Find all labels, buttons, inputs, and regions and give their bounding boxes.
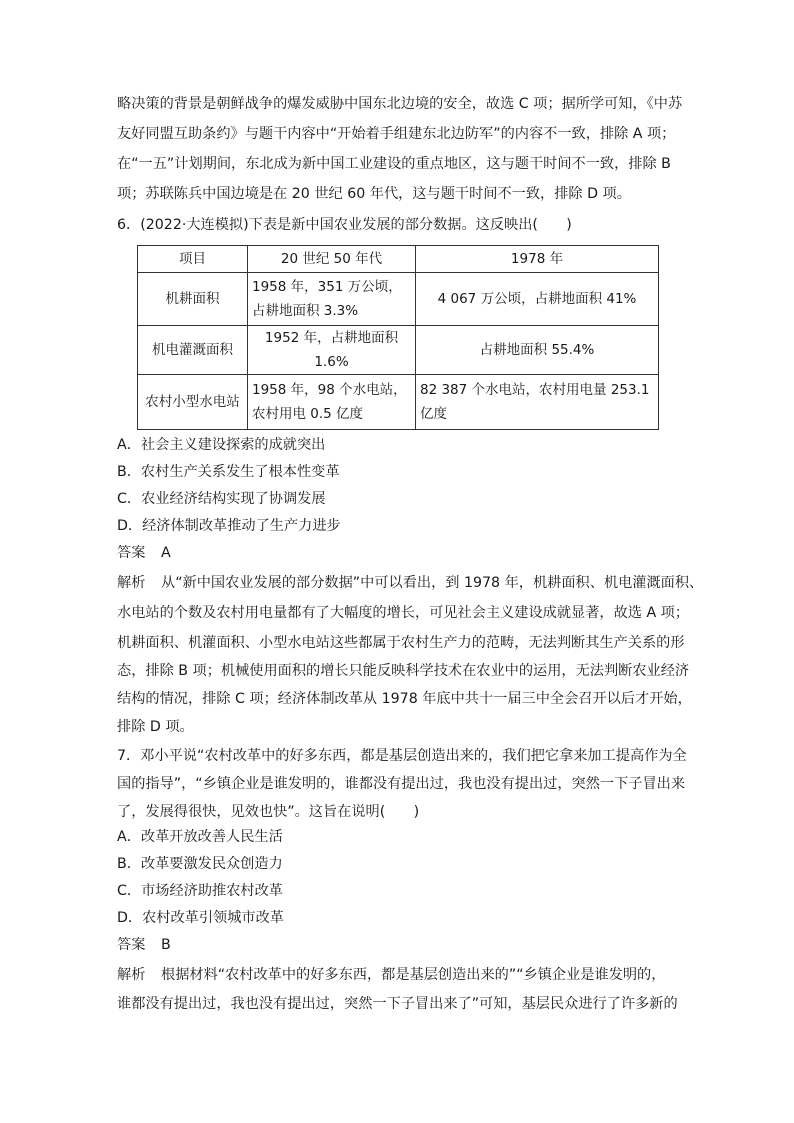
question-6-analysis-first bbox=[117, 573, 703, 593]
table-cell-1978: 占耕地面积 55.4% bbox=[416, 326, 659, 375]
table-cell-1978: 82 387 个水电站，农村用电量 253.1 亿度 bbox=[416, 375, 659, 430]
table-cell-1950s: 1952 年，占耕地面积 1.6% bbox=[248, 326, 416, 375]
intro-line: 在“一五”计划期间，东北成为新中国工业建设的重点地区，这与题干时间不一致，排除 B bbox=[117, 156, 671, 172]
analysis-line: 根据材料“农村改革中的好多东西，都是基层创造出来的”“乡镇企业是谁发明的， bbox=[161, 967, 666, 983]
answer-value: B bbox=[161, 937, 171, 953]
intro-line: 项；苏联陈兵中国边境是在 20 世纪 60 年代，这与题干时间不一致，排除 D 项。 bbox=[117, 186, 631, 202]
question-7-stem-line: 国的指导”，“乡镇企业是谁发明的，谁都没有提出过，我也没有提出过，突然一下子冒出来 bbox=[117, 776, 686, 792]
analysis-line: 排除 D 项。 bbox=[117, 719, 194, 735]
table-cell-1950s: 1958 年，351 万公顷，占耕地面积 3.3% bbox=[248, 273, 416, 326]
analysis-line: 谁都没有提出过，我也没有提出过，突然一下子冒出来了”可知，基层民众进行了许多新的 bbox=[117, 996, 678, 1012]
table-row bbox=[138, 273, 659, 326]
analysis-line: 水电站的个数及农村用电量都有了大幅度的增长，可见社会主义建设成就显著，故选 A 项； bbox=[117, 605, 690, 621]
question-7-stem-line: 7．邓小平说“农村改革中的好多东西，都是基层创造出来的，我们把它拿来加工提高作为全 bbox=[117, 748, 687, 764]
question-6-stem: 6．(2022·大连模拟)下表是新中国农业发展的部分数据。这反映出( ) bbox=[117, 217, 572, 233]
table-row bbox=[138, 326, 659, 375]
analysis-label: 解析 bbox=[117, 575, 146, 591]
question-6-option-b: B．农村生产关系发生了根本性变革 bbox=[117, 464, 340, 480]
intro-line: 略决策的背景是朝鲜战争的爆发威胁中国东北边境的安全，故选 C 项；据所学可知，《中苏 bbox=[117, 96, 683, 112]
analysis-line: 从“新中国农业发展的部分数据”中可以看出，到 1978 年，机耕面积、机电灌溉面积、 bbox=[161, 575, 704, 591]
table-cell-1978: 4 067 万公顷，占耕地面积 41% bbox=[416, 273, 659, 326]
table-header-cell: 项目 bbox=[138, 246, 248, 273]
question-7-stem-line: 了，发展得很快，见效也快”。这旨在说明( ) bbox=[117, 804, 420, 820]
table-cell-1950s: 1958 年，98 个水电站，农村用电 0.5 亿度 bbox=[248, 375, 416, 430]
analysis-line: 机耕面积、机灌面积、小型水电站这些都属于农村生产力的范畴，无法判断其生产关系的形 bbox=[117, 635, 685, 651]
analysis-line: 态，排除 B 项；机械使用面积的增长只能反映科学技术在农业中的运用，无法判断农业经济 bbox=[117, 663, 690, 679]
question-6-answer bbox=[117, 543, 171, 563]
intro-line: 友好同盟互助条约》与题干内容中“开始着手组建东北边防军”的内容不一致，排除 A 项； bbox=[117, 126, 676, 142]
table-cell-item: 机电灌溉面积 bbox=[138, 326, 248, 375]
question-7-option-b: B．改革要激发民众创造力 bbox=[117, 856, 283, 872]
analysis-label: 解析 bbox=[117, 967, 146, 983]
analysis-line: 结构的情况，排除 C 项；经济体制改革从 1978 年底中共十一届三中全会召开以后才开始， bbox=[117, 691, 692, 707]
table-header-cell: 20 世纪 50 年代 bbox=[248, 246, 416, 273]
table-header-row bbox=[138, 246, 659, 273]
question-6-option-a: A．社会主义建设探索的成就突出 bbox=[117, 437, 326, 453]
answer-label: 答案 bbox=[117, 937, 146, 953]
table-cell-item: 农村小型水电站 bbox=[138, 375, 248, 430]
question-7-answer bbox=[117, 935, 171, 955]
table-header-cell: 1978 年 bbox=[416, 246, 659, 273]
answer-label: 答案 bbox=[117, 545, 146, 561]
question-6-option-c: C．农业经济结构实现了协调发展 bbox=[117, 491, 326, 507]
table-cell-item: 机耕面积 bbox=[138, 273, 248, 326]
agriculture-data-table bbox=[137, 245, 659, 430]
answer-value: A bbox=[161, 545, 171, 561]
table-row bbox=[138, 375, 659, 430]
question-7-option-c: C．市场经济助推农村改革 bbox=[117, 883, 283, 899]
question-7-option-d: D．农村改革引领城市改革 bbox=[117, 910, 284, 926]
question-7-analysis-first bbox=[117, 965, 665, 985]
question-7-option-a: A．改革开放改善人民生活 bbox=[117, 829, 283, 845]
question-6-option-d: D．经济体制改革推动了生产力进步 bbox=[117, 518, 341, 534]
